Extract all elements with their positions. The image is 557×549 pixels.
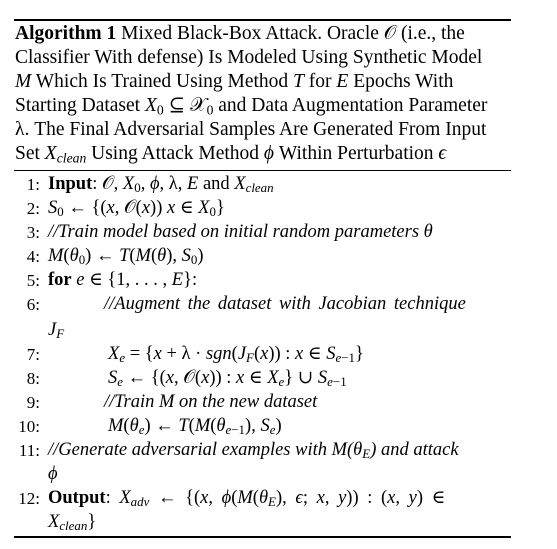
step-12-text: Output: $X_{adv}$ ← {(x, $\phi(M(\theta_E)$, ϵ; x, y)) : (x, y) ∈ bbox=[48, 488, 446, 510]
step-number: 11: bbox=[18, 441, 40, 460]
step-number: 9: bbox=[26, 393, 40, 412]
step-number: 3: bbox=[26, 223, 40, 242]
step-7 bbox=[12, 344, 40, 366]
step-9-text: //Train M on the new dataset bbox=[104, 392, 318, 412]
step-4-text: $M(\theta_0)$ ← T(M(θ), $S_0$) bbox=[48, 246, 204, 268]
step-8 bbox=[12, 368, 40, 390]
step-3 bbox=[12, 222, 40, 244]
step-10-text: $M(\theta_e)$ ← $T(M(\theta_{e-1})$, $S_e$) bbox=[108, 416, 282, 438]
algorithm-label: Algorithm 1 bbox=[15, 23, 117, 44]
step-number: 4: bbox=[26, 247, 40, 266]
step-2-text: $S_0$ ← {(x, 𝒪(x)) x ∈ $X_0$} bbox=[48, 198, 225, 220]
step-9 bbox=[12, 392, 40, 414]
bottom-rule bbox=[14, 536, 511, 538]
step-10 bbox=[12, 416, 40, 438]
step-number: 5: bbox=[26, 271, 40, 290]
step-11-text: //Generate adversarial examples with $M(\theta_E)$ and attack bbox=[48, 440, 459, 462]
step-1-text: Input: 𝒪, $X_0$, ϕ, λ, E and $X_{clean}$ bbox=[48, 174, 274, 196]
step-number: 7: bbox=[26, 345, 40, 364]
step-11-continued: ϕ bbox=[48, 464, 58, 484]
step-7-text: $X_e = \{x + \lambda \cdot sgn(J_F(x))$ : x ∈ $S_{e-1}$} bbox=[108, 344, 364, 366]
step-12-continued: $X_{clean}$} bbox=[48, 512, 97, 534]
step-number: 10: bbox=[18, 417, 40, 436]
step-3-text: //Train model based on initial random parameters θ bbox=[48, 222, 433, 242]
step-4 bbox=[12, 246, 40, 268]
caption-line-4: Starting Dataset $X_0$ ⊆ 𝒳$_0$ and Data Augmentation Parameter bbox=[15, 95, 488, 118]
caption-line-6: Set $X_{clean}$ Using Attack Method ϕ Within Perturbation ϵ bbox=[15, 143, 447, 166]
caption-line-1: Algorithm 1 Mixed Black-Box Attack. Oracle 𝒪 (i.e., the bbox=[15, 23, 465, 44]
step-11 bbox=[12, 440, 40, 462]
top-rule bbox=[14, 19, 511, 21]
caption-line-3: M Which Is Trained Using Method T for E Epochs With bbox=[15, 71, 454, 92]
step-2 bbox=[12, 198, 40, 220]
step-number: 6: bbox=[26, 295, 40, 314]
caption-line-5: λ. The Final Adversarial Samples Are Generated From Input bbox=[15, 119, 487, 140]
step-5-text: for e ∈ {1, . . . , E}: bbox=[48, 270, 198, 290]
step-6-text: //Augment the dataset with Jacobian technique bbox=[104, 294, 466, 314]
step-number: 1: bbox=[26, 175, 40, 194]
step-1 bbox=[12, 174, 40, 196]
step-6-continued: $J_F$ bbox=[48, 320, 65, 342]
step-12 bbox=[12, 488, 40, 510]
step-5 bbox=[12, 270, 40, 292]
step-6 bbox=[12, 294, 40, 316]
caption-rule bbox=[14, 170, 511, 171]
step-8-text: $S_e$ ← {(x, 𝒪(x)) : x ∈ $X_e$} ∪ $S_{e-1}$ bbox=[108, 368, 347, 390]
caption-line-2: Classifier With defense) Is Modeled Using Synthetic Model bbox=[15, 47, 483, 68]
step-number: 8: bbox=[26, 369, 40, 388]
step-number: 12: bbox=[18, 489, 40, 508]
step-number: 2: bbox=[26, 199, 40, 218]
